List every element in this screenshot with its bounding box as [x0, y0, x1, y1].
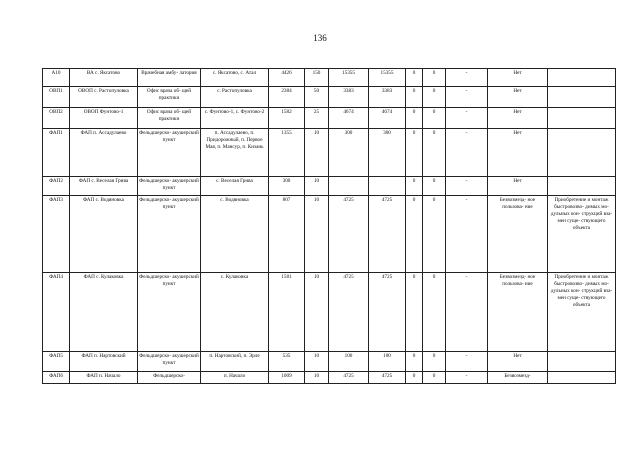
note-cell [548, 87, 616, 108]
dash-cell: - [446, 87, 488, 108]
facility-location: с. Растопуловка [201, 87, 269, 108]
cost-cell [369, 177, 406, 196]
note-cell: Приобретение и монтаж быстровозво- димых мо- дульных кон- струкций вза- мен суще- ствующего объекта [548, 196, 616, 273]
capacity-cell: 10 [305, 352, 329, 372]
value-cell: 0 [406, 177, 423, 196]
value-cell: 0 [423, 69, 446, 87]
note-cell [548, 177, 616, 196]
population-cell: 300 [269, 177, 305, 196]
cost-cell: 4674 [329, 108, 369, 129]
use-cell: Безвозмезд- ное пользова- ние [488, 196, 548, 273]
use-cell: Нет [488, 177, 548, 196]
dash-cell: - [446, 129, 488, 177]
value-cell: 0 [406, 196, 423, 273]
value-cell: 0 [406, 69, 423, 87]
facility-name: ВА с. Яксатово [70, 69, 138, 87]
facility-code: ФАП1 [43, 129, 70, 177]
facility-name: ФАП п. Ассадулаево [70, 129, 138, 177]
capacity-cell: 150 [305, 69, 329, 87]
facility-code: ФАП6 [43, 372, 70, 384]
facility-location: с. Водяновка [201, 196, 269, 273]
facility-type: Фельдшерско- [138, 372, 201, 384]
facility-location: п. Нартовский, п. Эрле [201, 352, 269, 372]
facility-location: п. Ассадулаево, п. Придорожный, п. Первое Мая, п. Мансур, п. Кизань [201, 129, 269, 177]
facility-name: ОВОП Фунтово-1 [70, 108, 138, 129]
capacity-cell: 25 [305, 108, 329, 129]
facility-type: Фельдшерско- акушерский пункт [138, 129, 201, 177]
population-cell: 4426 [269, 69, 305, 87]
facility-code: ОВП2 [43, 108, 70, 129]
note-cell [548, 372, 616, 384]
cost-cell: 15355 [329, 69, 369, 87]
facility-code: ФАП2 [43, 177, 70, 196]
capacity-cell: 10 [305, 196, 329, 273]
facility-code: ФАП5 [43, 352, 70, 372]
dash-cell: - [446, 352, 488, 372]
facility-code: ФАП4 [43, 273, 70, 352]
value-cell: 0 [423, 196, 446, 273]
cost-cell: 4725 [369, 273, 406, 352]
cost-cell: 4725 [329, 273, 369, 352]
capacity-cell: 10 [305, 273, 329, 352]
cost-cell: 4725 [329, 372, 369, 384]
dash-cell: - [446, 177, 488, 196]
table-row [43, 177, 616, 196]
cost-cell: 4725 [369, 372, 406, 384]
use-cell: Нет [488, 352, 548, 372]
facility-type: Фельдшерско- акушерский пункт [138, 177, 201, 196]
cost-cell: 3383 [329, 87, 369, 108]
cost-cell: 300 [369, 129, 406, 177]
dash-cell: - [446, 196, 488, 273]
value-cell: 0 [406, 372, 423, 384]
cost-cell: 15355 [369, 69, 406, 87]
cost-cell [329, 177, 369, 196]
note-cell [548, 129, 616, 177]
facility-name: ФАП с. Веселая Грива [70, 177, 138, 196]
population-cell: 1355 [269, 129, 305, 177]
capacity-cell: 10 [305, 372, 329, 384]
cost-cell: 4725 [369, 196, 406, 273]
cost-cell: 100 [369, 352, 406, 372]
value-cell: 0 [423, 129, 446, 177]
facility-type: Врачебная амбу- латория [138, 69, 201, 87]
population-cell: 1009 [269, 372, 305, 384]
value-cell: 0 [423, 352, 446, 372]
value-cell: 0 [406, 273, 423, 352]
table-row [43, 87, 616, 108]
facility-type: Офис врача об- щей практики [138, 87, 201, 108]
facility-type: Фельдшерско- акушерский пункт [138, 196, 201, 273]
facility-location: п. Начало [201, 372, 269, 384]
facility-name: ФАП п. Начало [70, 372, 138, 384]
facilities-table [42, 68, 616, 384]
use-cell: Безвозмезд- ное пользова- ние [488, 273, 548, 352]
dash-cell: - [446, 372, 488, 384]
note-cell [548, 108, 616, 129]
value-cell: 0 [423, 372, 446, 384]
dash-cell: - [446, 69, 488, 87]
population-cell: 1581 [269, 273, 305, 352]
facility-name: ОВОП с. Растопуловка [70, 87, 138, 108]
value-cell: 0 [406, 129, 423, 177]
table-row [43, 108, 616, 129]
note-cell [548, 352, 616, 372]
facility-type: Офис врача об- щей практики [138, 108, 201, 129]
page-number: 136 [313, 33, 327, 43]
capacity-cell: 10 [305, 129, 329, 177]
population-cell: 2384 [269, 87, 305, 108]
value-cell: 0 [406, 108, 423, 129]
table-row [43, 372, 616, 384]
facility-name: ФАП с. Кулаковка [70, 273, 138, 352]
value-cell: 0 [406, 87, 423, 108]
population-cell: 535 [269, 352, 305, 372]
facility-location: с. Фунтово-1, с. Фунтово-2 [201, 108, 269, 129]
cost-cell: 300 [329, 129, 369, 177]
facility-location: с. Веселая Грива [201, 177, 269, 196]
population-cell: 807 [269, 196, 305, 273]
dash-cell: - [446, 108, 488, 129]
note-cell: Приобретение и монтаж быстровозво- димых мо- дульных кон- струкций вза- мен суще- ствующего объекта [548, 273, 616, 352]
table-row [43, 196, 616, 273]
value-cell: 0 [423, 177, 446, 196]
facility-type: Фельдшерско- акушерский пункт [138, 273, 201, 352]
cost-cell: 3383 [369, 87, 406, 108]
value-cell: 0 [423, 87, 446, 108]
capacity-cell: 10 [305, 177, 329, 196]
table-row [43, 129, 616, 177]
value-cell: 0 [423, 273, 446, 352]
facility-location: с. Кулаковка [201, 273, 269, 352]
use-cell: Безвозмезд- [488, 372, 548, 384]
use-cell: Нет [488, 69, 548, 87]
cost-cell: 4725 [329, 196, 369, 273]
population-cell: 1582 [269, 108, 305, 129]
use-cell: Нет [488, 129, 548, 177]
cost-cell: 100 [329, 352, 369, 372]
facility-code: ОВП1 [43, 87, 70, 108]
value-cell: 0 [423, 108, 446, 129]
cost-cell: 4674 [369, 108, 406, 129]
facility-type: Фельдшерско- акушерский пункт [138, 352, 201, 372]
use-cell: Нет [488, 108, 548, 129]
facility-location: с. Яксатово, с. Атал [201, 69, 269, 87]
table-row [43, 352, 616, 372]
table-row [43, 69, 616, 87]
use-cell: Нет [488, 87, 548, 108]
facility-name: ФАП с. Водяновка [70, 196, 138, 273]
capacity-cell: 50 [305, 87, 329, 108]
dash-cell: - [446, 273, 488, 352]
facility-code: ФАП3 [43, 196, 70, 273]
facility-code: А10 [43, 69, 70, 87]
value-cell: 0 [406, 352, 423, 372]
facility-name: ФАП п. Нартовский [70, 352, 138, 372]
note-cell [548, 69, 616, 87]
table-row [43, 273, 616, 352]
